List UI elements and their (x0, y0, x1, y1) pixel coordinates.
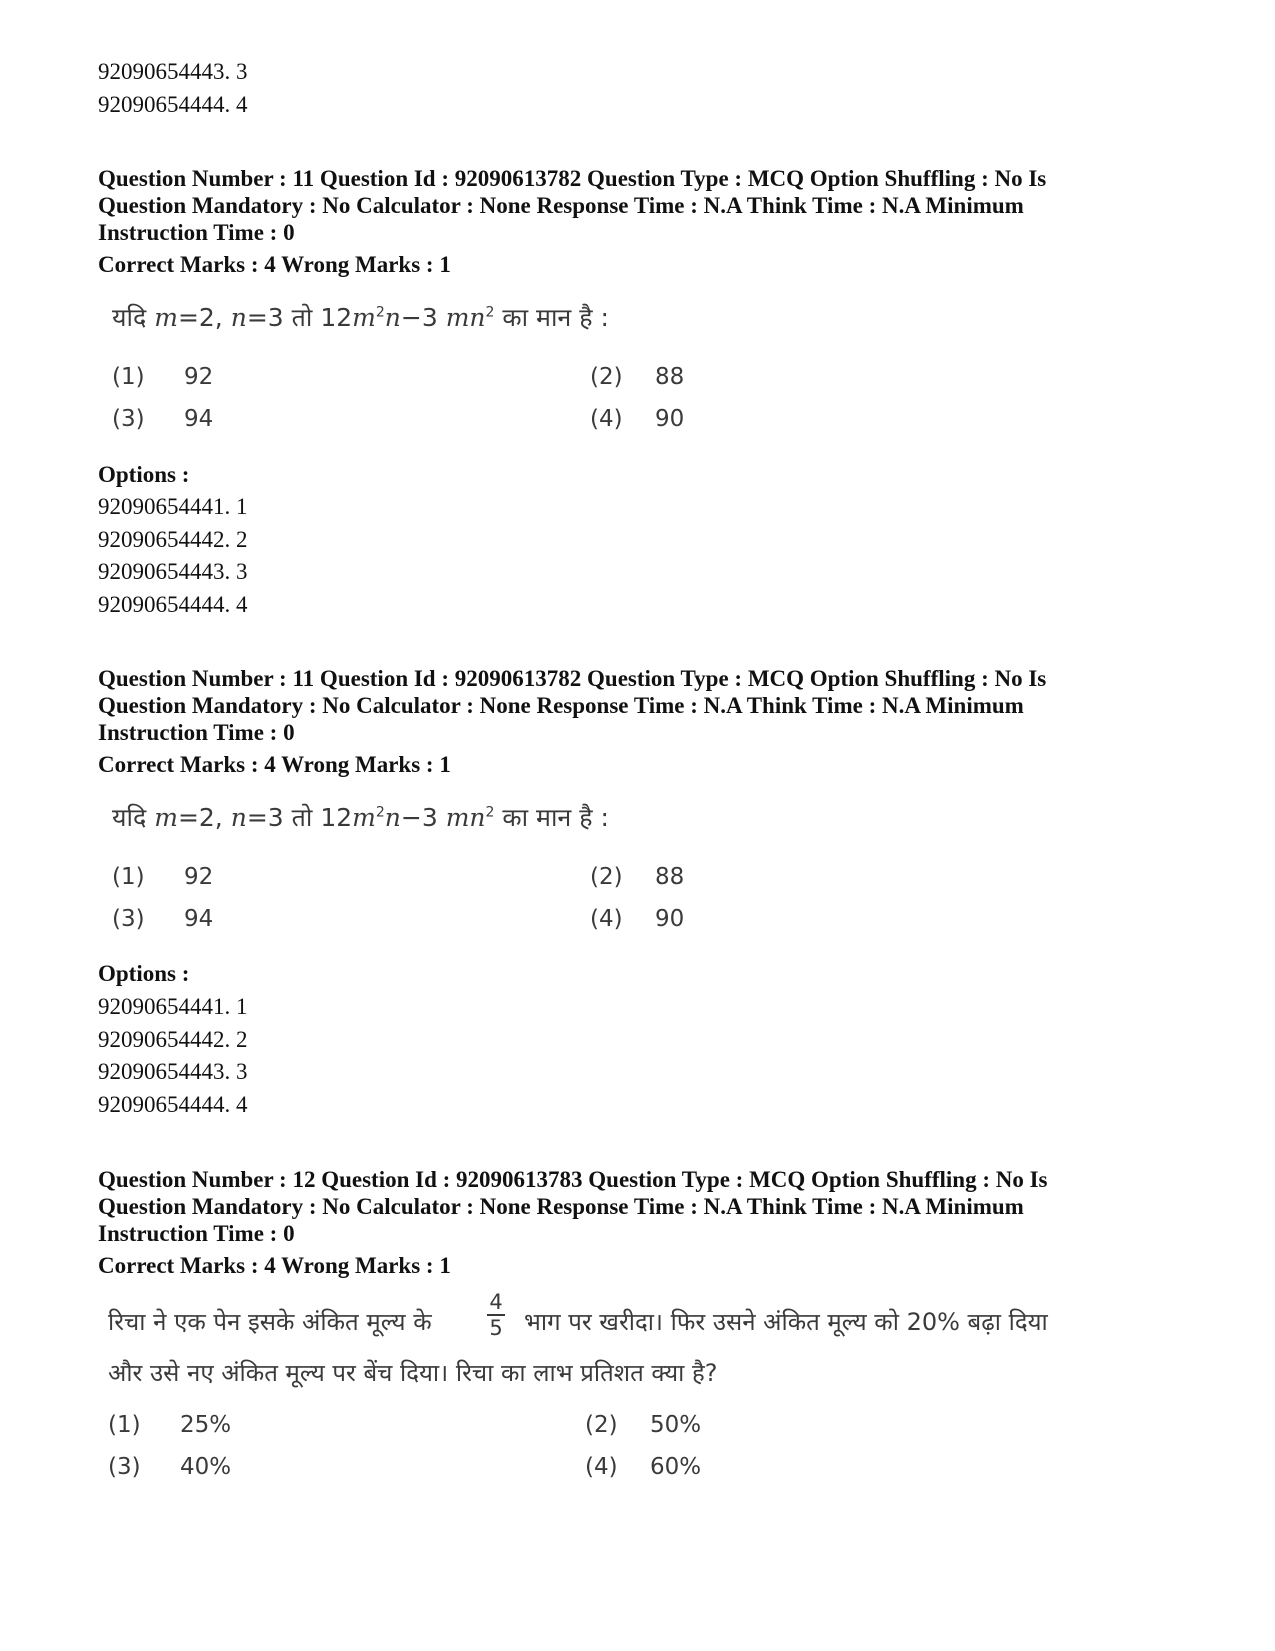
choice-value: 25% (180, 1412, 232, 1438)
fraction (484, 1290, 508, 1340)
option-value: 4 (236, 92, 248, 117)
choice-value: 92 (184, 864, 214, 890)
question-text: यदि m=2, n=3 तो $12m^2n-3$ $mn^2$ का मान है : (112, 803, 609, 832)
marks-line: Correct Marks : 4 Wrong Marks : 1 (98, 752, 451, 777)
choice-value: 88 (655, 864, 685, 890)
question-header-line: Question Number : 12 Question Id : 92090613783 Question Type : MCQ Option Shuffling : No Is (98, 1167, 1048, 1192)
choice-value: 40% (180, 1454, 232, 1480)
question-text: यदि m=2, n=3 तो $12m^2n-3$ $mn^2$ का मान है : (112, 303, 609, 332)
choice-number: (1) (112, 864, 145, 890)
option-line: 92090654442. 2 (98, 527, 248, 552)
option-line: 92090654444. 4 (98, 592, 248, 617)
choice-number: (4) (590, 906, 623, 932)
choice-number: (1) (108, 1412, 141, 1438)
option-id: 92090654443. (98, 59, 231, 84)
choice-value: 60% (650, 1454, 702, 1480)
options-label: Options : (98, 462, 190, 487)
option-line (98, 58, 248, 86)
question-header-line: Instruction Time : 0 (98, 720, 295, 745)
choice-number: (3) (112, 906, 145, 932)
option-value: 3 (236, 59, 248, 84)
choice-number: (3) (112, 406, 145, 432)
choice-number: (4) (585, 1454, 618, 1480)
option-line: 92090654444. 4 (98, 1092, 248, 1117)
question-header-line: Question Mandatory : No Calculator : None Response Time : N.A Think Time : N.A Minimum (98, 193, 1024, 218)
choice-value: 92 (184, 364, 214, 390)
fraction-denominator: 5 (489, 1316, 503, 1340)
option-line: 92090654443. 3 (98, 559, 248, 584)
choice-value: 50% (650, 1412, 702, 1438)
choice-number: (2) (590, 364, 623, 390)
marks-line: Correct Marks : 4 Wrong Marks : 1 (98, 252, 451, 277)
choice-value: 88 (655, 364, 685, 390)
option-line: 92090654441. 1 (98, 494, 248, 519)
choice-value: 94 (184, 406, 214, 432)
options-label: Options : (98, 961, 190, 986)
choice-value: 90 (655, 906, 685, 932)
choice-number: (2) (585, 1412, 618, 1438)
question-text-line: भाग पर खरीदा। फिर उसने अंकित मूल्य को 20% बढ़ा दिया (524, 1308, 1048, 1336)
question-text-line: रिचा ने एक पेन इसके अंकित मूल्य के (108, 1308, 432, 1336)
option-id: 92090654444. (98, 92, 231, 117)
choice-value: 90 (655, 406, 685, 432)
choice-number: (1) (112, 364, 145, 390)
marks-line: Correct Marks : 4 Wrong Marks : 1 (98, 1253, 451, 1278)
question-header-line: Question Mandatory : No Calculator : None Response Time : N.A Think Time : N.A Minimum (98, 693, 1024, 718)
option-line: 92090654442. 2 (98, 1027, 248, 1052)
question-header-line: Question Number : 11 Question Id : 92090613782 Question Type : MCQ Option Shuffling : No Is (98, 666, 1047, 691)
question-header-line: Question Number : 11 Question Id : 92090613782 Question Type : MCQ Option Shuffling : No Is (98, 166, 1047, 191)
choice-number: (2) (590, 864, 623, 890)
question-text-line: और उसे नए अंकित मूल्य पर बेंच दिया। रिचा का लाभ प्रतिशत क्या है? (108, 1359, 718, 1387)
choice-number: (4) (590, 406, 623, 432)
fraction-numerator: 4 (489, 1290, 503, 1314)
choice-number: (3) (108, 1454, 141, 1480)
question-header-line: Question Mandatory : No Calculator : None Response Time : N.A Think Time : N.A Minimum (98, 1194, 1024, 1219)
option-line: 92090654443. 3 (98, 1059, 248, 1084)
question-header-line: Instruction Time : 0 (98, 220, 295, 245)
question-header-line: Instruction Time : 0 (98, 1221, 295, 1246)
choice-value: 94 (184, 906, 214, 932)
option-line: 92090654441. 1 (98, 994, 248, 1019)
option-line (98, 91, 248, 119)
